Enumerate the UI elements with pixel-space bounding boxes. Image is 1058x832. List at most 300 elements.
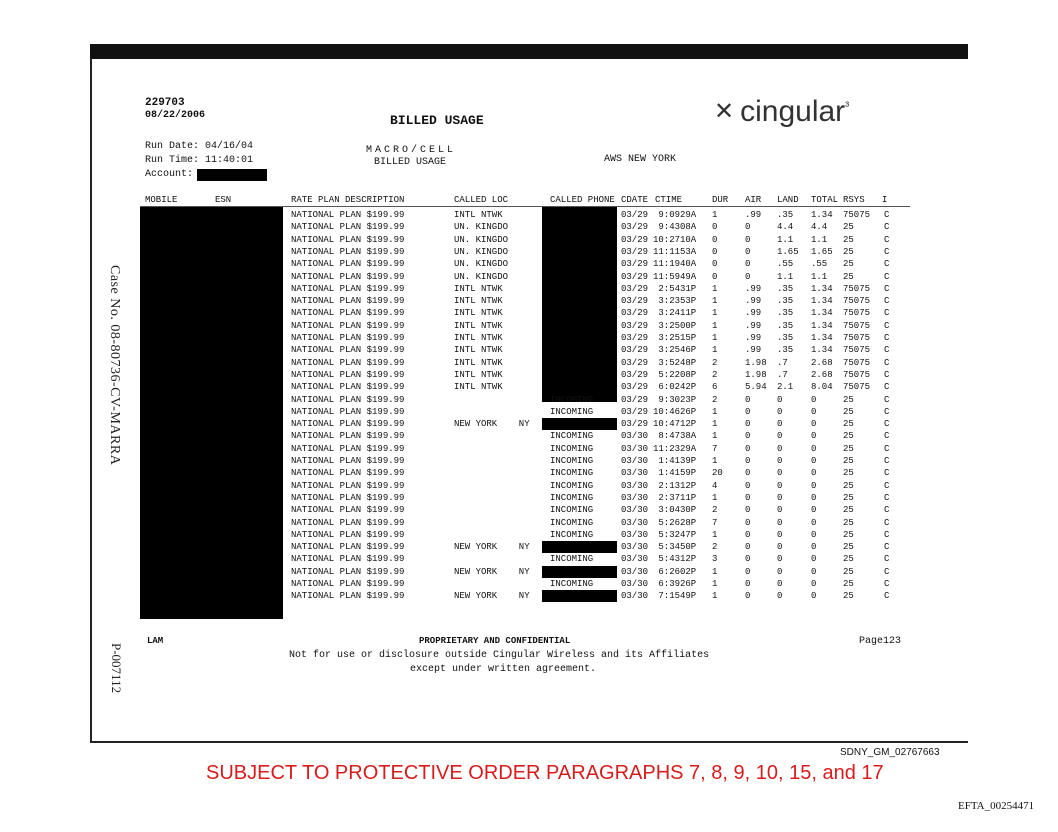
- air-cell: 0: [745, 246, 751, 257]
- rate-plan-cell: NATIONAL PLAN $199.99: [291, 259, 405, 270]
- called-loc-cell: INTL NTWK: [454, 357, 503, 368]
- total-cell: 1.34: [811, 333, 833, 343]
- dur-cell: 2: [712, 357, 718, 368]
- land-cell: .35: [777, 320, 794, 331]
- cdate-cell: 03/30: [621, 468, 649, 479]
- called-loc-cell: INTL NTWK: [454, 382, 503, 393]
- air-cell: 0: [745, 419, 751, 430]
- indicator-cell: C: [884, 529, 890, 540]
- indicator-cell: C: [884, 394, 890, 405]
- total-cell: 2.68: [811, 357, 833, 368]
- cdate-cell: 03/30: [621, 542, 649, 553]
- ctime-cell: 2:3711P: [653, 492, 697, 503]
- total-cell: 2.68: [811, 369, 833, 380]
- dur-cell: 0: [712, 222, 718, 233]
- air-cell: 0: [745, 222, 751, 233]
- total-cell: 1.34: [811, 308, 833, 319]
- phone-redaction: [542, 590, 617, 602]
- called-loc-cell: NEW YORK NY: [454, 591, 530, 602]
- dur-cell: 7: [712, 517, 718, 528]
- rsys-cell: 25: [843, 406, 854, 417]
- land-cell: .7: [777, 357, 788, 368]
- phone-redaction-block: [542, 207, 617, 402]
- ctime-cell: 9:4308A: [653, 222, 697, 233]
- rate-plan-cell: NATIONAL PLAN $199.99: [291, 222, 405, 233]
- rate-plan-cell: NATIONAL PLAN $199.99: [291, 283, 405, 294]
- col-header-dur: DUR: [712, 195, 729, 205]
- land-cell: 0: [777, 431, 783, 442]
- total-cell: 0: [811, 431, 817, 442]
- cdate-cell: 03/29: [621, 283, 649, 294]
- cingular-x-icon: ✕: [714, 98, 735, 125]
- rsys-cell: 25: [843, 579, 854, 589]
- indicator-cell: C: [884, 492, 890, 503]
- rsys-cell: 75075: [843, 296, 871, 307]
- ctime-cell: 3:2546P: [653, 345, 697, 356]
- sdny-bates: SDNY_GM_02767663: [840, 747, 940, 758]
- case-number: Case No. 08-80736-CV-MARRA: [107, 265, 122, 466]
- indicator-cell: C: [884, 456, 890, 466]
- macro-subtitle: BILLED USAGE: [374, 157, 447, 168]
- total-cell: 0: [811, 394, 817, 405]
- indicator-cell: C: [884, 246, 890, 257]
- total-cell: 0: [811, 419, 817, 430]
- rsys-cell: 25: [843, 566, 854, 577]
- rate-plan-cell: NATIONAL PLAN $199.99: [291, 271, 405, 282]
- cdate-cell: 03/30: [621, 554, 649, 565]
- dur-cell: 1: [712, 283, 718, 294]
- rate-plan-cell: NATIONAL PLAN $199.99: [291, 394, 405, 405]
- dur-cell: 1: [712, 210, 718, 220]
- land-cell: .35: [777, 296, 794, 307]
- air-cell: .99: [745, 296, 762, 307]
- called-phone-cell: INCOMING: [550, 517, 594, 528]
- rate-plan-cell: NATIONAL PLAN $199.99: [291, 308, 405, 319]
- indicator-cell: C: [884, 345, 890, 356]
- account-label: Account:: [145, 169, 194, 180]
- cdate-cell: 03/29: [621, 394, 649, 405]
- dur-cell: 1: [712, 431, 718, 442]
- called-phone-cell: INCOMING: [550, 579, 594, 589]
- total-cell: 1.34: [811, 210, 833, 220]
- rsys-cell: 25: [843, 456, 854, 466]
- cdate-cell: 03/29: [621, 222, 649, 233]
- total-cell: 0: [811, 456, 817, 466]
- bottom-border-line: [90, 741, 968, 743]
- left-border-line: [90, 58, 92, 742]
- total-cell: 1.1: [811, 234, 828, 245]
- document-id: 229703: [145, 97, 185, 109]
- ctime-cell: 5:2628P: [653, 517, 697, 528]
- ctime-cell: 6:0242P: [653, 382, 697, 393]
- air-cell: 1.98: [745, 357, 767, 368]
- air-cell: 0: [745, 456, 751, 466]
- cdate-cell: 03/29: [621, 210, 649, 220]
- dur-cell: 6: [712, 382, 718, 393]
- cdate-cell: 03/30: [621, 480, 649, 491]
- rsys-cell: 75075: [843, 357, 871, 368]
- indicator-cell: C: [884, 283, 890, 294]
- land-cell: .35: [777, 210, 794, 220]
- air-cell: .99: [745, 210, 762, 220]
- logo-text: cingular: [740, 95, 846, 128]
- ctime-cell: 11:1940A: [653, 259, 697, 270]
- document-date: 08/22/2006: [145, 110, 206, 121]
- dur-cell: 1: [712, 529, 718, 540]
- indicator-cell: C: [884, 554, 890, 565]
- land-cell: .7: [777, 369, 788, 380]
- indicator-cell: C: [884, 480, 890, 491]
- air-cell: 0: [745, 443, 751, 454]
- rsys-cell: 25: [843, 443, 854, 454]
- indicator-cell: C: [884, 419, 890, 430]
- rate-plan-cell: NATIONAL PLAN $199.99: [291, 517, 405, 528]
- total-cell: 0: [811, 468, 817, 479]
- rsys-cell: 25: [843, 222, 854, 233]
- ctime-cell: 6:3926P: [653, 579, 697, 589]
- indicator-cell: C: [884, 222, 890, 233]
- rate-plan-cell: NATIONAL PLAN $199.99: [291, 480, 405, 491]
- cdate-cell: 03/30: [621, 456, 649, 466]
- dur-cell: 1: [712, 566, 718, 577]
- rsys-cell: 25: [843, 394, 854, 405]
- col-header-total: TOTAL: [811, 195, 839, 205]
- footer-page-number: Page123: [859, 636, 902, 647]
- cdate-cell: 03/29: [621, 357, 649, 368]
- called-loc-cell: INTL NTWK: [454, 210, 503, 220]
- rsys-cell: 25: [843, 259, 854, 270]
- mobile-esn-redaction: [140, 207, 283, 619]
- cingular-logo: [714, 95, 849, 129]
- dur-cell: 2: [712, 394, 718, 405]
- cdate-cell: 03/30: [621, 529, 649, 540]
- land-cell: 0: [777, 443, 783, 454]
- rsys-cell: 25: [843, 554, 854, 565]
- land-cell: 0: [777, 394, 783, 405]
- air-cell: 0: [745, 394, 751, 405]
- cdate-cell: 03/30: [621, 591, 649, 602]
- called-loc-cell: UN. KINGDO: [454, 222, 509, 233]
- dur-cell: 1: [712, 591, 718, 602]
- dur-cell: 20: [712, 468, 723, 479]
- air-cell: .99: [745, 345, 762, 356]
- called-loc-cell: UN. KINGDO: [454, 234, 509, 245]
- air-cell: 0: [745, 480, 751, 491]
- col-header-esn: ESN: [215, 195, 232, 205]
- rate-plan-cell: NATIONAL PLAN $199.99: [291, 579, 405, 589]
- dur-cell: 0: [712, 259, 718, 270]
- indicator-cell: C: [884, 234, 890, 245]
- called-loc-cell: NEW YORK NY: [454, 542, 530, 553]
- called-phone-cell: INCOMING: [550, 394, 594, 405]
- total-cell: 1.34: [811, 320, 833, 331]
- ctime-cell: 8:4738A: [653, 431, 697, 442]
- col-header-air: AIR: [745, 195, 762, 205]
- dur-cell: 1: [712, 406, 718, 417]
- rate-plan-cell: NATIONAL PLAN $199.99: [291, 210, 405, 220]
- rsys-cell: 75075: [843, 308, 871, 319]
- ctime-cell: 1:4139P: [653, 456, 697, 466]
- rate-plan-cell: NATIONAL PLAN $199.99: [291, 431, 405, 442]
- ctime-cell: 11:5949A: [653, 271, 697, 282]
- land-cell: 0: [777, 419, 783, 430]
- total-cell: 0: [811, 517, 817, 528]
- land-cell: .35: [777, 333, 794, 343]
- col-header-cdate: CDATE: [621, 195, 649, 205]
- called-phone-cell: INCOMING: [550, 554, 594, 565]
- macro-cell-title: MACRO/CELL: [366, 145, 457, 156]
- ctime-cell: 1:4159P: [653, 468, 697, 479]
- land-cell: 0: [777, 579, 783, 589]
- rsys-cell: 75075: [843, 210, 871, 220]
- total-cell: .55: [811, 259, 828, 270]
- cdate-cell: 03/29: [621, 345, 649, 356]
- ctime-cell: 5:4312P: [653, 554, 697, 565]
- land-cell: 0: [777, 529, 783, 540]
- dur-cell: 0: [712, 234, 718, 245]
- called-loc-cell: INTL NTWK: [454, 333, 503, 343]
- indicator-cell: C: [884, 579, 890, 589]
- cdate-cell: 03/29: [621, 308, 649, 319]
- cdate-cell: 03/30: [621, 517, 649, 528]
- land-cell: 0: [777, 468, 783, 479]
- indicator-cell: C: [884, 369, 890, 380]
- called-phone-cell: INCOMING: [550, 492, 594, 503]
- dur-cell: 1: [712, 492, 718, 503]
- col-header-mobile: MOBILE: [145, 195, 178, 205]
- rate-plan-cell: NATIONAL PLAN $199.99: [291, 566, 405, 577]
- indicator-cell: C: [884, 542, 890, 553]
- ctime-cell: 11:2329A: [653, 443, 697, 454]
- rsys-cell: 75075: [843, 369, 871, 380]
- exhibit-number: P-007112: [109, 643, 124, 694]
- called-loc-cell: UN. KINGDO: [454, 259, 509, 270]
- dur-cell: 1: [712, 345, 718, 356]
- land-cell: 0: [777, 566, 783, 577]
- ctime-cell: 2:1312P: [653, 480, 697, 491]
- rate-plan-cell: NATIONAL PLAN $199.99: [291, 333, 405, 343]
- rate-plan-cell: NATIONAL PLAN $199.99: [291, 234, 405, 245]
- indicator-cell: C: [884, 468, 890, 479]
- total-cell: 0: [811, 591, 817, 602]
- ctime-cell: 2:5431P: [653, 283, 697, 294]
- air-cell: 0: [745, 259, 751, 270]
- called-phone-cell: INCOMING: [550, 406, 594, 417]
- land-cell: 0: [777, 480, 783, 491]
- called-phone-cell: INCOMING: [550, 505, 594, 516]
- footer-lam: LAM: [147, 636, 164, 646]
- footer-disclaimer: Not for use or disclosure outside Cingular Wireless and its Affiliates: [289, 650, 710, 661]
- air-cell: 0: [745, 271, 751, 282]
- air-cell: 0: [745, 579, 751, 589]
- land-cell: 1.65: [777, 246, 799, 257]
- ctime-cell: 10:4712P: [653, 419, 697, 430]
- rsys-cell: 25: [843, 505, 854, 516]
- cdate-cell: 03/29: [621, 419, 649, 430]
- ctime-cell: 3:0430P: [653, 505, 697, 516]
- indicator-cell: C: [884, 210, 890, 220]
- cdate-cell: 03/29: [621, 259, 649, 270]
- rsys-cell: 25: [843, 271, 854, 282]
- rate-plan-cell: NATIONAL PLAN $199.99: [291, 357, 405, 368]
- called-phone-cell: INCOMING: [550, 456, 594, 466]
- col-header-rsys: RSYS: [843, 195, 865, 205]
- cdate-cell: 03/30: [621, 505, 649, 516]
- total-cell: 0: [811, 443, 817, 454]
- called-phone-cell: INCOMING: [550, 443, 594, 454]
- rate-plan-cell: NATIONAL PLAN $199.99: [291, 468, 405, 479]
- air-cell: 1.98: [745, 369, 767, 380]
- indicator-cell: C: [884, 320, 890, 331]
- footer-disclaimer-cont: except under written agreement.: [410, 664, 597, 675]
- land-cell: 2.1: [777, 382, 794, 393]
- account-redaction: [197, 169, 267, 181]
- called-loc-cell: NEW YORK NY: [454, 566, 530, 577]
- total-cell: 0: [811, 505, 817, 516]
- called-loc-cell: NEW YORK NY: [454, 419, 530, 430]
- indicator-cell: C: [884, 308, 890, 319]
- land-cell: .55: [777, 259, 794, 270]
- dur-cell: 7: [712, 443, 718, 454]
- col-header-ctime: CTIME: [655, 195, 683, 205]
- rsys-cell: 75075: [843, 283, 871, 294]
- indicator-cell: C: [884, 357, 890, 368]
- called-loc-cell: UN. KINGDO: [454, 246, 509, 257]
- ctime-cell: 3:2411P: [653, 308, 697, 319]
- total-cell: 1.34: [811, 296, 833, 307]
- total-cell: 0: [811, 492, 817, 503]
- rsys-cell: 25: [843, 480, 854, 491]
- air-cell: 5.94: [745, 382, 767, 393]
- air-cell: .99: [745, 283, 762, 294]
- ctime-cell: 3:2515P: [653, 333, 697, 343]
- rate-plan-cell: NATIONAL PLAN $199.99: [291, 591, 405, 602]
- dur-cell: 1: [712, 308, 718, 319]
- indicator-cell: C: [884, 566, 890, 577]
- air-cell: .99: [745, 308, 762, 319]
- cdate-cell: 03/29: [621, 246, 649, 257]
- rate-plan-cell: NATIONAL PLAN $199.99: [291, 382, 405, 393]
- land-cell: .35: [777, 308, 794, 319]
- land-cell: 1.1: [777, 234, 794, 245]
- col-header-land: LAND: [777, 195, 799, 205]
- efta-bates: EFTA_00254471: [958, 800, 1035, 812]
- dur-cell: 0: [712, 246, 718, 257]
- air-cell: 0: [745, 517, 751, 528]
- land-cell: 0: [777, 542, 783, 553]
- total-cell: 0: [811, 406, 817, 417]
- air-cell: 0: [745, 591, 751, 602]
- rsys-cell: 25: [843, 591, 854, 602]
- indicator-cell: C: [884, 382, 890, 393]
- ctime-cell: 5:3247P: [653, 529, 697, 540]
- air-cell: 0: [745, 542, 751, 553]
- indicator-cell: C: [884, 443, 890, 454]
- total-cell: 0: [811, 529, 817, 540]
- air-cell: 0: [745, 468, 751, 479]
- protective-order-notice: SUBJECT TO PROTECTIVE ORDER PARAGRAPHS 7, 8, 9, 10, 15, and 17: [206, 762, 884, 784]
- col-header-called-phone: CALLED PHONE: [550, 195, 615, 205]
- total-cell: 1.34: [811, 283, 833, 294]
- dur-cell: 4: [712, 480, 718, 491]
- dur-cell: 1: [712, 320, 718, 331]
- rsys-cell: 25: [843, 492, 854, 503]
- air-cell: 0: [745, 566, 751, 577]
- land-cell: 0: [777, 591, 783, 602]
- air-cell: 0: [745, 431, 751, 442]
- ctime-cell: 3:2500P: [653, 320, 697, 331]
- col-header-plan: RATE PLAN DESCRIPTION: [291, 195, 405, 205]
- rate-plan-cell: NATIONAL PLAN $199.99: [291, 542, 405, 553]
- indicator-cell: C: [884, 406, 890, 417]
- indicator-cell: C: [884, 271, 890, 282]
- phone-redaction: [542, 541, 617, 553]
- phone-redaction: [542, 418, 617, 430]
- cdate-cell: 03/30: [621, 579, 649, 589]
- ctime-cell: 11:1153A: [653, 246, 697, 257]
- total-cell: 0: [811, 480, 817, 491]
- dur-cell: 1: [712, 579, 718, 589]
- indicator-cell: C: [884, 505, 890, 516]
- called-loc-cell: INTL NTWK: [454, 283, 503, 294]
- rate-plan-cell: NATIONAL PLAN $199.99: [291, 345, 405, 356]
- indicator-cell: C: [884, 259, 890, 270]
- rate-plan-cell: NATIONAL PLAN $199.99: [291, 505, 405, 516]
- dur-cell: 3: [712, 554, 718, 565]
- rsys-cell: 25: [843, 419, 854, 430]
- called-phone-cell: INCOMING: [550, 468, 594, 479]
- rsys-cell: 25: [843, 246, 854, 257]
- air-cell: 0: [745, 529, 751, 540]
- rsys-cell: 25: [843, 431, 854, 442]
- rate-plan-cell: NATIONAL PLAN $199.99: [291, 554, 405, 565]
- cdate-cell: 03/30: [621, 566, 649, 577]
- air-cell: 0: [745, 505, 751, 516]
- rsys-cell: 75075: [843, 333, 871, 343]
- indicator-cell: C: [884, 591, 890, 602]
- dur-cell: 1: [712, 456, 718, 466]
- cdate-cell: 03/29: [621, 333, 649, 343]
- rsys-cell: 25: [843, 529, 854, 540]
- dur-cell: 1: [712, 333, 718, 343]
- rsys-cell: 25: [843, 542, 854, 553]
- ctime-cell: 3:2353P: [653, 296, 697, 307]
- footer-proprietary: PROPRIETARY AND CONFIDENTIAL: [419, 636, 571, 646]
- total-cell: 0: [811, 554, 817, 565]
- ctime-cell: 6:2602P: [653, 566, 697, 577]
- rate-plan-cell: NATIONAL PLAN $199.99: [291, 296, 405, 307]
- rsys-cell: 75075: [843, 345, 871, 356]
- page-title: BILLED USAGE: [390, 113, 484, 128]
- called-loc-cell: INTL NTWK: [454, 345, 503, 356]
- land-cell: .35: [777, 345, 794, 356]
- rsys-cell: 25: [843, 468, 854, 479]
- ctime-cell: 5:3450P: [653, 542, 697, 553]
- rate-plan-cell: NATIONAL PLAN $199.99: [291, 320, 405, 331]
- air-cell: 0: [745, 234, 751, 245]
- total-cell: 0: [811, 579, 817, 589]
- dur-cell: 1: [712, 296, 718, 307]
- called-phone-cell: INCOMING: [550, 480, 594, 491]
- called-loc-cell: INTL NTWK: [454, 320, 503, 331]
- ctime-cell: 9:3023P: [653, 394, 697, 405]
- ctime-cell: 10:2710A: [653, 234, 697, 245]
- land-cell: 4.4: [777, 222, 794, 233]
- air-cell: 0: [745, 406, 751, 417]
- total-cell: 1.1: [811, 271, 828, 282]
- cdate-cell: 03/29: [621, 406, 649, 417]
- rate-plan-cell: NATIONAL PLAN $199.99: [291, 406, 405, 417]
